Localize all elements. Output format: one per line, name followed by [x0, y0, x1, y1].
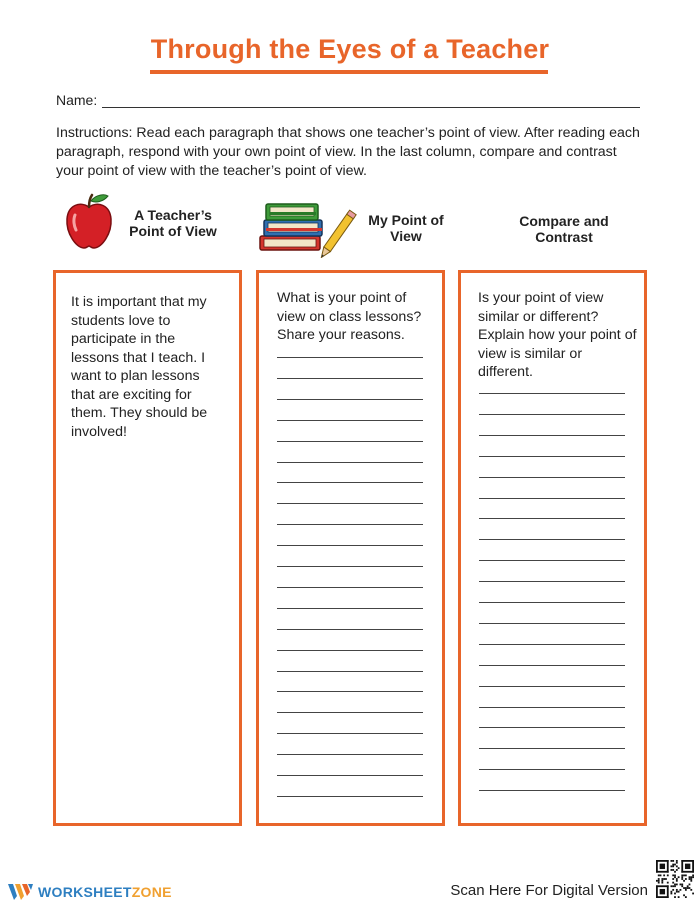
- name-line[interactable]: [102, 107, 640, 108]
- compare-prompt: Is your point of view similar or different? Explain how your point of view is similar or different.: [478, 290, 637, 380]
- answer-line[interactable]: [479, 518, 625, 519]
- instructions: Instructions: Read each paragraph that shows one teacher’s point of view. After reading each paragraph, respond with your own point of view. In the last column, compare and contrast your point of view with the teacher’s point of view.: [56, 125, 640, 179]
- answer-line[interactable]: [479, 707, 625, 708]
- title-underline: [150, 70, 548, 74]
- answer-line[interactable]: [277, 503, 423, 504]
- answer-line[interactable]: [277, 671, 423, 672]
- answer-line[interactable]: [277, 420, 423, 421]
- answer-line[interactable]: [479, 498, 625, 499]
- answer-line[interactable]: [277, 462, 423, 463]
- answer-line[interactable]: [277, 754, 423, 755]
- answer-line[interactable]: [479, 560, 625, 561]
- answer-line[interactable]: [277, 441, 423, 442]
- logo-text-part2: ZONE: [131, 884, 172, 900]
- answer-line[interactable]: [277, 775, 423, 776]
- answer-line[interactable]: [479, 477, 625, 478]
- teacher-heading: [118, 207, 228, 239]
- compare-heading: [500, 213, 628, 245]
- compare-answer-lines[interactable]: [479, 393, 625, 813]
- answer-line[interactable]: [479, 414, 625, 415]
- answer-line[interactable]: [479, 602, 625, 603]
- mine-prompt: What is your point of view on class lessons? Share your reasons.: [277, 290, 422, 343]
- mine-answer-lines[interactable]: [277, 357, 423, 807]
- answer-line[interactable]: [277, 691, 423, 692]
- answer-line[interactable]: [277, 545, 423, 546]
- answer-line[interactable]: [479, 727, 625, 728]
- answer-line[interactable]: [277, 587, 423, 588]
- name-label: Name:: [56, 92, 98, 108]
- answer-line[interactable]: [277, 796, 423, 797]
- answer-line[interactable]: [479, 623, 625, 624]
- compare-heading-line2: Contrast: [535, 229, 593, 245]
- books-pencil-icon: [256, 198, 362, 258]
- logo-text: [38, 884, 172, 900]
- answer-line[interactable]: [479, 665, 625, 666]
- answer-line[interactable]: [277, 399, 423, 400]
- answer-line[interactable]: [277, 629, 423, 630]
- mine-heading: [356, 212, 456, 244]
- answer-line[interactable]: [479, 748, 625, 749]
- answer-line[interactable]: [277, 650, 423, 651]
- answer-line[interactable]: [479, 393, 625, 394]
- apple-icon: [62, 193, 116, 251]
- teacher-heading-line1: A Teacher’s: [134, 207, 212, 223]
- answer-line[interactable]: [479, 644, 625, 645]
- name-field[interactable]: [56, 92, 640, 112]
- logo-text-part1: WORKSHEET: [38, 884, 132, 900]
- answer-line[interactable]: [277, 524, 423, 525]
- mine-heading-line1: My Point of: [368, 212, 444, 228]
- scan-text: Scan Here For Digital Version: [450, 882, 648, 899]
- answer-line[interactable]: [479, 539, 625, 540]
- answer-line[interactable]: [277, 608, 423, 609]
- answer-line[interactable]: [277, 378, 423, 379]
- answer-line[interactable]: [479, 686, 625, 687]
- qr-code-icon[interactable]: [656, 860, 694, 898]
- answer-line[interactable]: [277, 482, 423, 483]
- teacher-box: [53, 270, 242, 826]
- answer-line[interactable]: [277, 357, 423, 358]
- answer-line[interactable]: [479, 435, 625, 436]
- teacher-heading-line2: Point of View: [129, 223, 217, 239]
- compare-heading-line1: Compare and: [519, 213, 609, 229]
- page-title: Through the Eyes of a Teacher: [150, 34, 550, 64]
- logo-mark-icon: [8, 882, 34, 902]
- answer-line[interactable]: [479, 456, 625, 457]
- mine-heading-line2: View: [390, 228, 422, 244]
- answer-line[interactable]: [277, 566, 423, 567]
- answer-line[interactable]: [479, 790, 625, 791]
- worksheetzone-logo[interactable]: [8, 879, 172, 905]
- answer-line[interactable]: [479, 769, 625, 770]
- mine-box: [256, 270, 445, 826]
- answer-line[interactable]: [277, 733, 423, 734]
- answer-line[interactable]: [479, 581, 625, 582]
- compare-box: [458, 270, 647, 826]
- teacher-paragraph: It is important that my students love to participate in the lessons that I teach. I want to plan lessons that are exciting for them. They should be involved!: [71, 294, 208, 440]
- answer-line[interactable]: [277, 712, 423, 713]
